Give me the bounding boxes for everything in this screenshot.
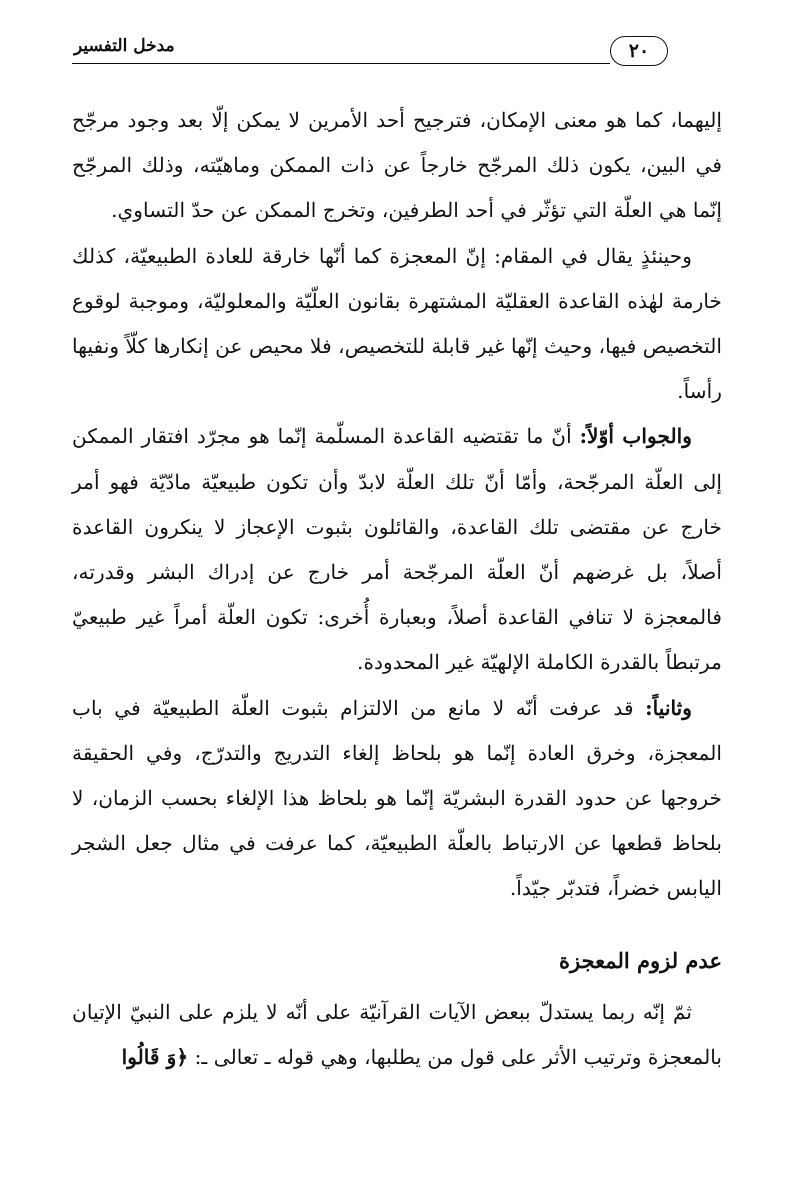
- paragraph-5-text: ثمّ إنّه ربما يستدلّ ببعض الآيات القرآنيّة على أنّه لا يلزم على النبيّ الإتيان بالمعجزة وترتيب الأثر على قول من يطلبها، وهي قوله ـ تعالى ـ:: [72, 1000, 722, 1070]
- paragraph-2: [72, 234, 722, 415]
- paragraph-3-text: أنّ ما تقتضيه القاعدة المسلّمة إنّما هو مجرّد افتقار الممكن إلى العلّة المرجّحة، وأمّا أنّ تلك العلّة لابدّ وأن تكون طبيعيّة مادّيّة فهو أمر خارج عن مقتضى تلك القاعدة، والقائلون بثبوت الإعجاز لا ينكرون القاعدة أصلاً، بل غرضهم أنّ العلّة المرجّحة أمر خارج عن إدراك البشر وقدرته، فالمعجزة لا تنافي القاعدة أصلاً، وبعبارة أُخرى: تكون العلّة أمراً غير طبيعيّ مرتبطاً بالقدرة الكاملة الإلهيّة غير المحدودة.: [72, 424, 722, 675]
- paragraph-4-lead: وثانياً:: [645, 695, 692, 720]
- paragraph-1: [72, 98, 722, 234]
- section-text: [72, 990, 722, 1080]
- paragraph-5: [72, 990, 722, 1080]
- main-text: [72, 98, 722, 912]
- paragraph-4: [72, 686, 722, 912]
- section-heading: عدم لزوم المعجزة: [559, 948, 722, 973]
- paragraph-3: [72, 414, 722, 685]
- paragraph-4-text: قد عرفت أنّه لا مانع من الالتزام بثبوت العلّة الطبيعيّة في باب المعجزة، وخرق العادة إنّما هو بلحاظ إلغاء التدريج والتدرّج، وفي الحقيقة خروجها عن حدود القدرة البشريّة إنّما هو بلحاظ هذا الإلغاء بحسب الزمان، لا بلحاظ قطعها عن الارتباط بالعلّة الطبيعيّة، كما عرفت في مثال جعل الشجر اليابس خضراً، فتدبّر جيّداً.: [72, 695, 722, 901]
- page-number-text: ٢٠: [628, 40, 650, 62]
- header-rule: [72, 63, 610, 64]
- running-title: مدخل التفسير: [74, 36, 175, 56]
- paragraph-1-text: إليهما، كما هو معنى الإمكان، فترجيح أحد الأمرين لا يمكن إلّا بعد وجود مرجّح في البين، يكون ذلك المرجّح خارجاً عن ذات الممكن وماهيّته، وذلك المرجّح إنّما هي العلّة التي تؤثّر في أحد الطرفين، وتخرج الممكن عن حدّ التساوي.: [72, 108, 722, 223]
- paragraph-2-text: وحينئذٍ يقال في المقام: إنّ المعجزة كما أنّها خارقة للعادة الطبيعيّة، كذلك خارمة لهٰذه القاعدة العقليّة المشتهرة بقانون العلّيّة والمعلوليّة، وموجبة لوقوع التخصيص فيها، وحيث إنّها غير قابلة للتخصيص، فلا محيص عن إنكارها كلّاً ونفيها رأساً.: [72, 243, 722, 404]
- paragraph-3-lead: والجواب أوّلاً:: [579, 424, 692, 449]
- quran-quote: ﴿وَ قَالُوا: [121, 1045, 189, 1070]
- page-number: [610, 36, 668, 66]
